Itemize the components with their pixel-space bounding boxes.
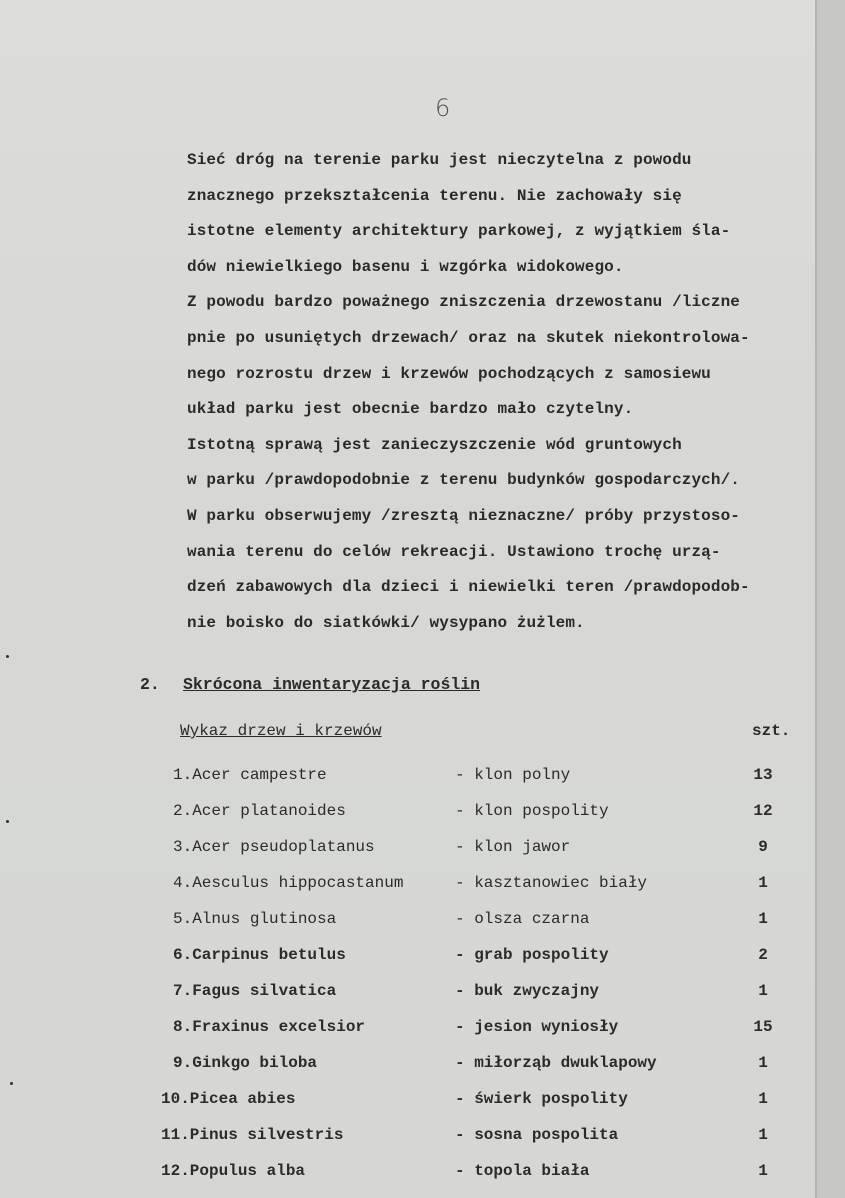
table-row [173,1018,845,1048]
body-paragraph [187,143,827,641]
table-row [161,1090,845,1120]
paragraph-line: wania terenu do celów rekreacji. Ustawiono trochę urzą- [187,542,721,561]
species-polish-name: - klon jawor [455,838,571,856]
species-latin-name: 11.Pinus silvestris [161,1126,344,1144]
paragraph-line: W parku obserwujemy /zresztą nieznaczne/ próby przystoso- [187,506,740,525]
page-number: 6 [435,94,451,122]
stray-mark [6,655,9,658]
paragraph-line: układ parku jest obecnie bardzo mało czytelny. [187,400,634,419]
list-heading: Wykaz drzew i krzewów [180,722,382,740]
species-count: 1 [758,1162,768,1180]
unit-header: szt. [752,722,791,740]
species-polish-name: - sosna pospolita [455,1126,619,1144]
species-count: 13 [753,766,773,784]
species-latin-name: 2.Acer platanoides [173,802,346,820]
stray-mark [10,1082,13,1085]
paragraph-line: dzeń zabawowych dla dzieci i niewielki teren /prawdopodob- [187,578,750,597]
species-count: 1 [758,874,768,892]
species-polish-name: - topola biała [455,1162,590,1180]
species-polish-name: - grab pospolity [455,946,609,964]
table-row [173,946,845,976]
table-row [161,1126,845,1156]
stray-mark [6,820,9,823]
paragraph-line: Istotną sprawą jest zanieczyszczenie wód gruntowych [187,435,682,454]
species-count: 1 [758,1090,768,1108]
species-polish-name: - olsza czarna [455,910,590,928]
table-row [173,982,845,1012]
species-count: 12 [753,802,773,820]
table-row [173,910,845,940]
species-latin-name: 6.Carpinus betulus [173,946,346,964]
paragraph-line: nego rozrostu drzew i krzewów pochodzących z samosiewu [187,364,711,383]
species-polish-name: - kasztanowiec biały [455,874,648,892]
species-latin-name: 3.Acer pseudoplatanus [173,838,375,856]
species-latin-name: 8.Fraxinus excelsior [173,1018,366,1036]
paragraph-line: istotne elementy architektury parkowej, z wyjątkiem śla- [187,222,731,241]
species-count: 15 [753,1018,773,1036]
species-latin-name: 1.Acer campestre [173,766,327,784]
species-latin-name: 9.Ginkgo biloba [173,1054,318,1072]
table-row [173,874,845,904]
species-polish-name: - klon polny [455,766,571,784]
table-row [161,1162,845,1192]
paragraph-line: Sieć dróg na terenie parku jest nieczytelna z powodu [187,151,692,169]
species-polish-name: - klon pospolity [455,802,609,820]
species-count: 9 [758,838,768,856]
species-latin-name: 4.Aesculus hippocastanum [173,874,404,892]
section-number: 2. [140,675,160,694]
species-latin-name: 10.Picea abies [161,1090,296,1108]
species-latin-name: 12.Populus alba [161,1162,306,1180]
table-row [173,802,845,832]
species-count: 1 [758,1126,768,1144]
species-count: 1 [758,1054,768,1072]
section-title: Skrócona inwentaryzacja roślin [183,675,481,694]
species-latin-name: 7.Fagus silvatica [173,982,337,1000]
paragraph-line: nie boisko do siatkówki/ wysypano żużlem. [187,613,585,632]
species-polish-name: - świerk pospolity [455,1090,628,1108]
species-count: 1 [758,910,768,928]
species-count: 2 [758,946,768,964]
paragraph-line: dów niewielkiego basenu i wzgórka widokowego. [187,257,624,276]
table-row [173,766,845,796]
paragraph-line: pnie po usuniętych drzewach/ oraz na skutek niekontrolowa- [187,328,750,347]
table-row [173,1054,845,1084]
species-polish-name: - buk zwyczajny [455,982,600,1000]
table-row [173,838,845,868]
species-polish-name: - miłorząb dwuklapowy [455,1054,657,1072]
paragraph-line: znacznego przekształcenia terenu. Nie zachowały się [187,186,682,205]
paragraph-line: w parku /prawdopodobnie z terenu budynków gospodarczych/. [187,471,740,490]
species-latin-name: 5.Alnus glutinosa [173,910,337,928]
species-polish-name: - jesion wyniosły [455,1018,619,1036]
paragraph-line: Z powodu bardzo poważnego zniszczenia drzewostanu /liczne [187,293,740,312]
species-count: 1 [758,982,768,1000]
